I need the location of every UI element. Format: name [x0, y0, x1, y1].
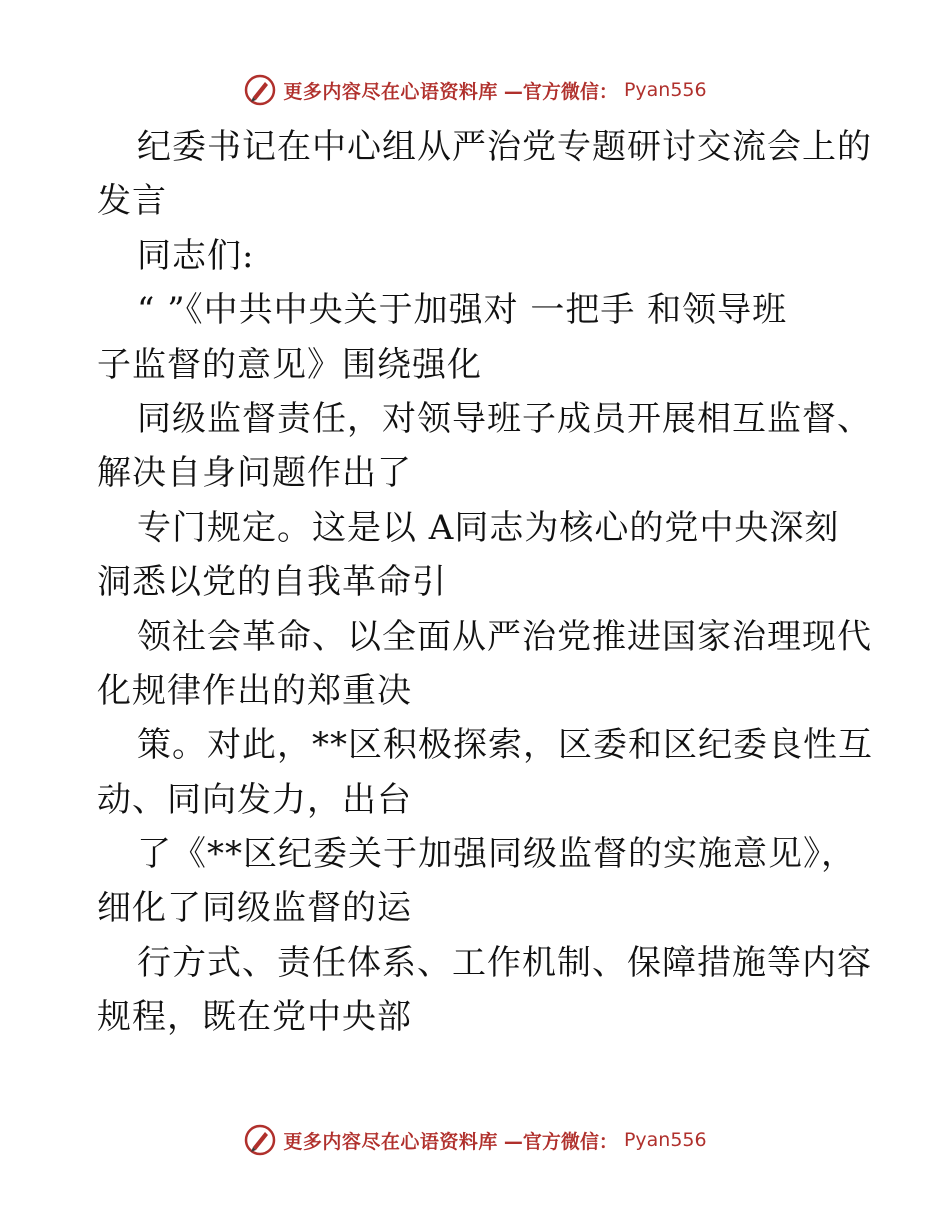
text-line: 动、同向发力，出台 — [97, 779, 412, 820]
text-line: 洞悉以党的自我革命引 — [97, 562, 447, 603]
watermark-site-text: 更多内容尽在心语资料库 — [283, 80, 498, 103]
text-line: 发言 — [97, 181, 167, 222]
text-line: 细化了同级监督的运 — [97, 888, 412, 929]
watermark-wechat-id: Pyan556 — [623, 1129, 707, 1151]
text-line: 纪委书记在中心组从严治党专题研讨交流会上的 — [137, 127, 872, 167]
text-line: 行方式、责任体系、工作机制、保障措施等内容 — [137, 942, 872, 983]
watermark-site-text: 更多内容尽在心语资料库 — [283, 1130, 498, 1153]
text-line: 解决自身问题作出了 — [97, 453, 412, 494]
text-line: 同志们: — [137, 235, 255, 276]
pen-logo-icon — [243, 73, 277, 107]
text-line: 专门规定。这是以 A同志为核心的党中央深刻 — [137, 507, 840, 548]
header-watermark — [0, 68, 950, 112]
text-line: 了《**区纪委关于加强同级监督的实施意见》， — [137, 834, 856, 875]
watermark-wechat-label: —官方微信： — [503, 1130, 618, 1153]
text-line: 化规律作出的郑重决 — [97, 670, 412, 711]
pen-logo-icon — [243, 1123, 277, 1157]
text-line: 同级监督责任，对领导班子成员开展相互监督、 — [137, 398, 872, 439]
text-line: 子监督的意见》围绕强化 — [97, 344, 482, 385]
watermark-wechat-label: —官方微信： — [503, 80, 618, 103]
text-line: 策。对此，**区积极探索，区委和区纪委良性互 — [137, 725, 873, 766]
watermark-wechat-id: Pyan556 — [623, 79, 707, 101]
text-line: “ ”《中共中央关于加强对 一把手 和领导班 — [137, 290, 788, 331]
document-body — [97, 120, 873, 1045]
text-line: 领社会革命、以全面从严治党推进国家治理现代 — [137, 616, 872, 657]
footer-watermark — [0, 1118, 950, 1162]
text-line: 规程，既在党中央部 — [97, 997, 412, 1038]
